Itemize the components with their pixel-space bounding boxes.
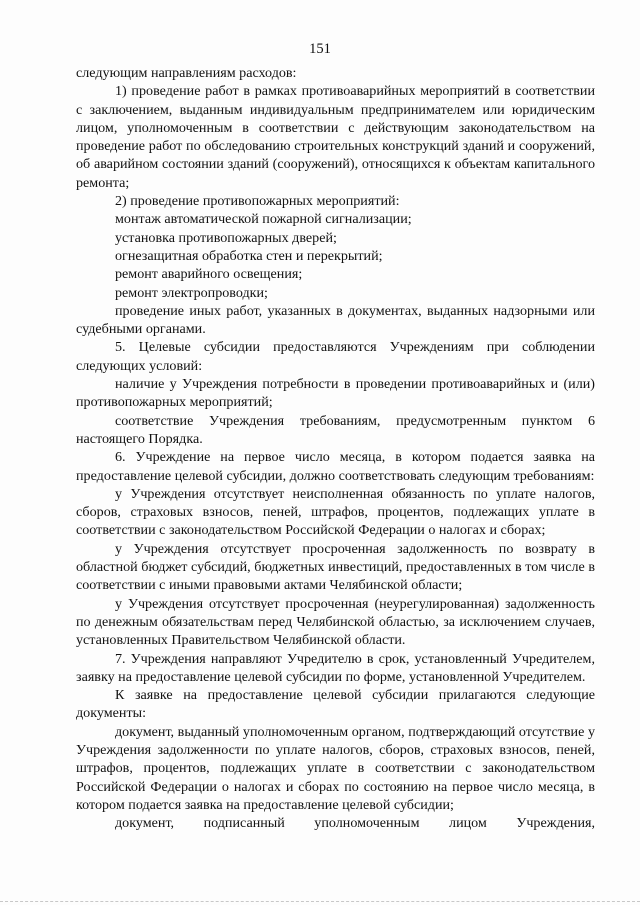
- paragraph: огнезащитная обработка стен и перекрытий;: [115, 247, 383, 264]
- paragraph: К заявке на предоставление целевой субсидии прилагаются следующие документы:: [76, 687, 595, 722]
- page-number: 151: [309, 41, 331, 57]
- paragraph: 7. Учреждения направляют Учредителю в срок, установленный Учредителем, заявку на предоставление целевой субсидии по форме, установленной Учредителем.: [76, 650, 595, 685]
- paragraph: соответствие Учреждения требованиям, предусмотренным пунктом 6 настоящего Порядка.: [76, 412, 595, 447]
- document-body: [76, 64, 595, 832]
- paragraph: 5. Целевые субсидии предоставляются Учреждениям при соблюдении следующих условий:: [76, 339, 595, 374]
- paragraph: документ, выданный уполномоченным органом, подтверждающий отсутствие у Учреждения задолженности по уплате налогов, сборов, страховых взносов, пеней, штрафов, процентов, подлежащих уплате в соответствии с законодательством Российской Федерации о налогах и сборах по состоянию на первое число месяца, в котором подается заявка на предоставление целевой субсидии;: [76, 723, 595, 813]
- paragraph: у Учреждения отсутствует просроченная задолженность по возврату в областной бюджет субсидий, бюджетных инвестиций, предоставленных в том числе в соответствии с иными правовыми актами Челябинской области;: [76, 540, 595, 594]
- paragraph: проведение иных работ, указанных в документах, выданных надзорными или судебными органами.: [76, 302, 595, 338]
- paragraph: у Учреждения отсутствует неисполненная обязанность по уплате налогов, сборов, страховых взносов, пеней, штрафов, процентов, подлежащих уплате в соответствии с законодательством Российской Федерации о налогах и сборах;: [76, 485, 595, 539]
- paragraph: у Учреждения отсутствует просроченная (неурегулированная) задолженность по денежным обязательствам перед Челябинской областью, за исключением случаев, установленных Правительством Челябинской области.: [76, 595, 595, 649]
- paragraph: монтаж автоматической пожарной сигнализации;: [115, 211, 412, 228]
- page-bottom-edge: [0, 901, 640, 903]
- paragraph: 2) проведение противопожарных мероприятий:: [115, 193, 400, 210]
- paragraph: 1) проведение работ в рамках противоаварийных мероприятий в соответствии с заключением, выданным индивидуальным предпринимателем или юридическим лицом, уполномоченным в соответствии с действующим законодательством на проведение работ по обследованию строительных конструкций зданий и сооружений, об аварийном состоянии зданий (сооружений), относящихся к объектам капитального ремонта;: [76, 83, 595, 191]
- paragraph: документ, подписанный уполномоченным лицом Учреждения,: [115, 815, 595, 832]
- paragraph: ремонт электропроводки;: [115, 284, 268, 301]
- paragraph: следующим направлениям расходов:: [76, 65, 297, 81]
- paragraph: 6. Учреждение на первое число месяца, в котором подается заявка на предоставление целевой субсидии, должно соответствовать следующим требованиям:: [76, 449, 595, 484]
- paragraph: наличие у Учреждения потребности в проведении противоаварийных и (или) противопожарных мероприятий;: [76, 376, 595, 411]
- paragraph: ремонт аварийного освещения;: [115, 266, 303, 283]
- paragraph: установка противопожарных дверей;: [115, 229, 337, 246]
